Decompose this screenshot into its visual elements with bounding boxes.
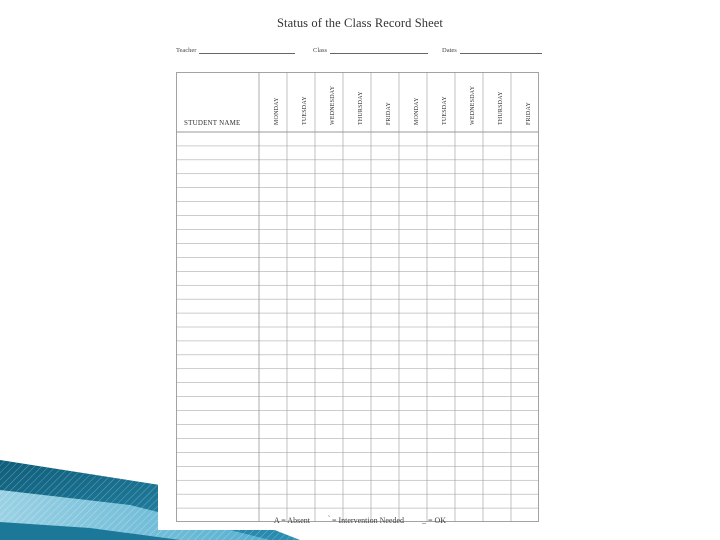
table-row[interactable] <box>176 299 539 313</box>
table-row[interactable] <box>176 146 539 160</box>
legend-ok-text: = OK <box>428 516 447 525</box>
day-header-label: MONDAY <box>274 97 280 125</box>
day-header <box>343 74 371 128</box>
day-header <box>315 74 343 128</box>
day-header <box>427 74 455 128</box>
day-header-label: THURSDAY <box>358 91 364 125</box>
day-header <box>287 74 315 128</box>
legend-intervention <box>328 516 404 525</box>
legend-absent: A = Absent <box>273 516 310 525</box>
legend-intervention-text: = Intervention Needed <box>331 516 405 525</box>
day-header-label: MONDAY <box>414 97 420 125</box>
table-row[interactable] <box>176 341 539 355</box>
table-row[interactable] <box>176 216 539 230</box>
table-row[interactable] <box>176 174 539 188</box>
header-fields <box>176 46 556 58</box>
attendance-grid <box>176 72 539 522</box>
table-row[interactable] <box>176 132 539 146</box>
table-row[interactable] <box>176 369 539 383</box>
table-row[interactable] <box>176 466 539 480</box>
intervention-mark: ˜ <box>327 516 330 522</box>
table-row[interactable] <box>176 480 539 494</box>
table-row[interactable] <box>176 327 539 341</box>
day-header <box>455 74 483 128</box>
dates-field[interactable] <box>442 46 542 54</box>
table-row[interactable] <box>176 397 539 411</box>
legend-ok <box>422 516 446 525</box>
day-header-label: TUESDAY <box>302 96 308 125</box>
teacher-field[interactable] <box>176 46 295 54</box>
table-row[interactable] <box>176 313 539 327</box>
table-row[interactable] <box>176 230 539 244</box>
day-header <box>399 74 427 128</box>
day-header-label: FRIDAY <box>386 102 392 125</box>
teacher-label: Teacher <box>176 47 197 54</box>
table-row[interactable] <box>176 383 539 397</box>
table-row[interactable] <box>176 438 539 452</box>
grid-lines <box>176 72 539 522</box>
record-sheet <box>158 8 562 530</box>
table-row[interactable] <box>176 411 539 425</box>
table-row[interactable] <box>176 494 539 508</box>
sheet-title: Status of the Class Record Sheet <box>276 16 444 30</box>
table-row[interactable] <box>176 355 539 369</box>
table-row[interactable] <box>176 285 539 299</box>
day-header <box>259 74 287 128</box>
day-header-label: WEDNESDAY <box>470 85 476 125</box>
ok-mark: _ <box>422 516 427 525</box>
dates-label: Dates <box>442 47 457 54</box>
table-row[interactable] <box>176 243 539 257</box>
day-header-label: WEDNESDAY <box>330 85 336 125</box>
student-name-header: STUDENT NAME <box>184 119 241 127</box>
day-header-label: THURSDAY <box>498 91 504 125</box>
class-label: Class <box>313 47 328 54</box>
table-row[interactable] <box>176 188 539 202</box>
day-header-label: TUESDAY <box>442 96 448 125</box>
day-header <box>371 74 399 128</box>
day-header-label: FRIDAY <box>526 102 532 125</box>
day-header <box>511 74 539 128</box>
table-row[interactable] <box>176 425 539 439</box>
table-row[interactable] <box>176 160 539 174</box>
table-row[interactable] <box>176 257 539 271</box>
table-row[interactable] <box>176 271 539 285</box>
day-header <box>483 74 511 128</box>
table-row[interactable] <box>176 452 539 466</box>
class-field[interactable] <box>313 46 428 54</box>
table-row[interactable] <box>176 202 539 216</box>
legend <box>158 516 562 525</box>
